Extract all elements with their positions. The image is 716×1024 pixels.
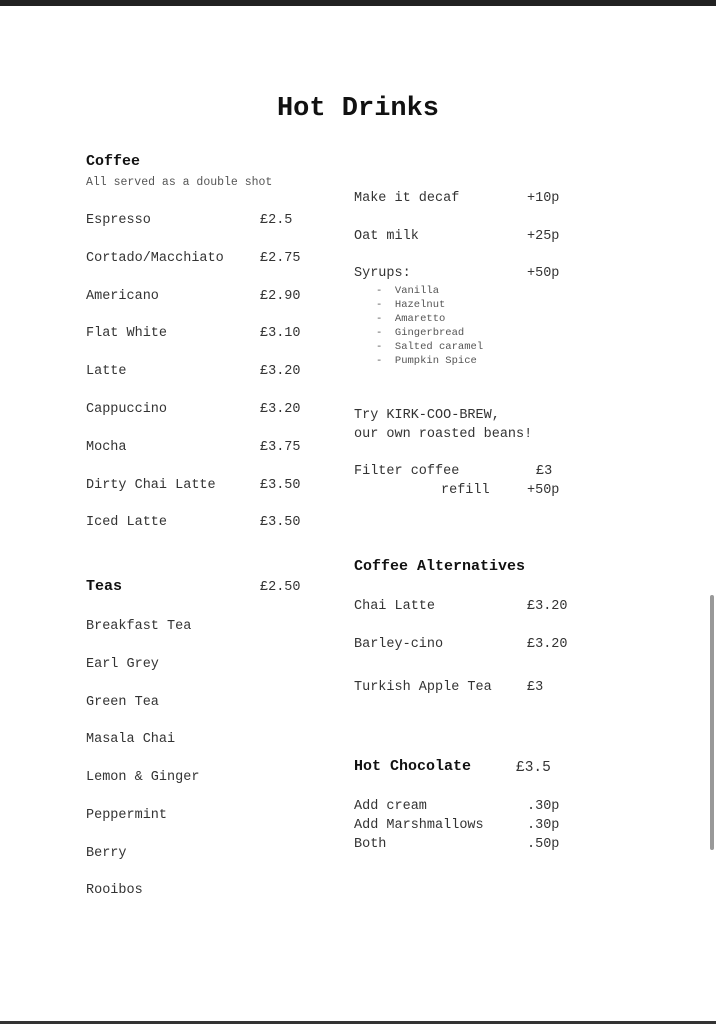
coffee-item-name: Latte <box>86 364 127 379</box>
teas-price: £2.50 <box>260 580 301 595</box>
tea-item: Masala Chai <box>86 732 176 747</box>
coffee-item-name: Flat White <box>86 326 168 341</box>
syrup-item: - Hazelnut <box>376 299 446 311</box>
coffee-item-price: £3.20 <box>260 402 301 417</box>
promo-line: our own roasted beans! <box>354 427 533 442</box>
tea-item: Rooibos <box>86 883 143 898</box>
tea-item: Green Tea <box>86 695 159 710</box>
extra-price: +10p <box>527 191 560 206</box>
alternative-name: Turkish Apple Tea <box>354 680 492 695</box>
coffee-item-name: Iced Latte <box>86 515 168 530</box>
alternative-price: £3.20 <box>527 637 568 652</box>
tea-item: Earl Grey <box>86 657 159 672</box>
promo-line: Try KIRK-COO-BREW, <box>354 408 500 423</box>
extra-name: Syrups: <box>354 266 411 281</box>
syrup-item: - Salted caramel <box>376 341 484 353</box>
coffee-item-name: Espresso <box>86 213 151 228</box>
hot-chocolate-addon-name: Both <box>354 837 387 852</box>
coffee-item-price: £3.20 <box>260 364 301 379</box>
coffee-item-price: £2.75 <box>260 251 301 266</box>
coffee-item-name: Americano <box>86 289 159 304</box>
refill-name: refill <box>441 483 490 498</box>
syrup-item: - Gingerbread <box>376 327 465 339</box>
alternative-price: £3 <box>527 680 544 695</box>
extra-price: +50p <box>527 266 560 281</box>
alternative-price: £3.20 <box>527 599 568 614</box>
page-title: Hot Drinks <box>276 94 440 124</box>
alternative-name: Chai Latte <box>354 599 436 614</box>
filter-coffee-name: Filter coffee <box>354 464 460 479</box>
filter-coffee-price: £3 <box>536 464 553 479</box>
coffee-note: All served as a double shot <box>86 176 273 189</box>
alternatives-heading: Coffee Alternatives <box>354 558 526 575</box>
hot-chocolate-addon-price: .30p <box>527 799 560 814</box>
refill-price: +50p <box>527 483 560 498</box>
coffee-item-name: Dirty Chai Latte <box>86 478 216 493</box>
scrollbar-thumb[interactable] <box>710 595 714 850</box>
extra-price: +25p <box>527 229 560 244</box>
hot-chocolate-addon-price: .30p <box>527 818 560 833</box>
syrup-item: - Amaretto <box>376 313 446 325</box>
tea-item: Lemon & Ginger <box>86 770 200 785</box>
alternative-name: Barley-cino <box>354 637 444 652</box>
coffee-item-price: £3.75 <box>260 440 301 455</box>
syrup-item: - Vanilla <box>376 285 440 297</box>
coffee-item-price: £3.50 <box>260 515 301 530</box>
coffee-item-price: £3.50 <box>260 478 301 493</box>
coffee-item-name: Mocha <box>86 440 127 455</box>
window-top-bar <box>0 0 716 6</box>
extra-name: Make it decaf <box>354 191 460 206</box>
coffee-item-price: £2.90 <box>260 289 301 304</box>
hot-chocolate-addon-name: Add cream <box>354 799 427 814</box>
hot-chocolate-addon-price: .50p <box>527 837 560 852</box>
teas-heading: Teas <box>86 578 123 595</box>
extra-name: Oat milk <box>354 229 419 244</box>
hot-chocolate-addon-name: Add Marshmallows <box>354 818 484 833</box>
hot-chocolate-price: £3.5 <box>516 760 551 776</box>
tea-item: Berry <box>86 846 127 861</box>
hot-chocolate-heading: Hot Chocolate <box>354 758 472 775</box>
coffee-item-name: Cortado/Macchiato <box>86 251 224 266</box>
syrup-item: - Pumpkin Spice <box>376 355 477 367</box>
coffee-item-name: Cappuccino <box>86 402 168 417</box>
tea-item: Breakfast Tea <box>86 619 192 634</box>
tea-item: Peppermint <box>86 808 168 823</box>
coffee-heading: Coffee <box>86 153 141 170</box>
coffee-item-price: £3.10 <box>260 326 301 341</box>
coffee-item-price: £2.5 <box>260 213 293 228</box>
